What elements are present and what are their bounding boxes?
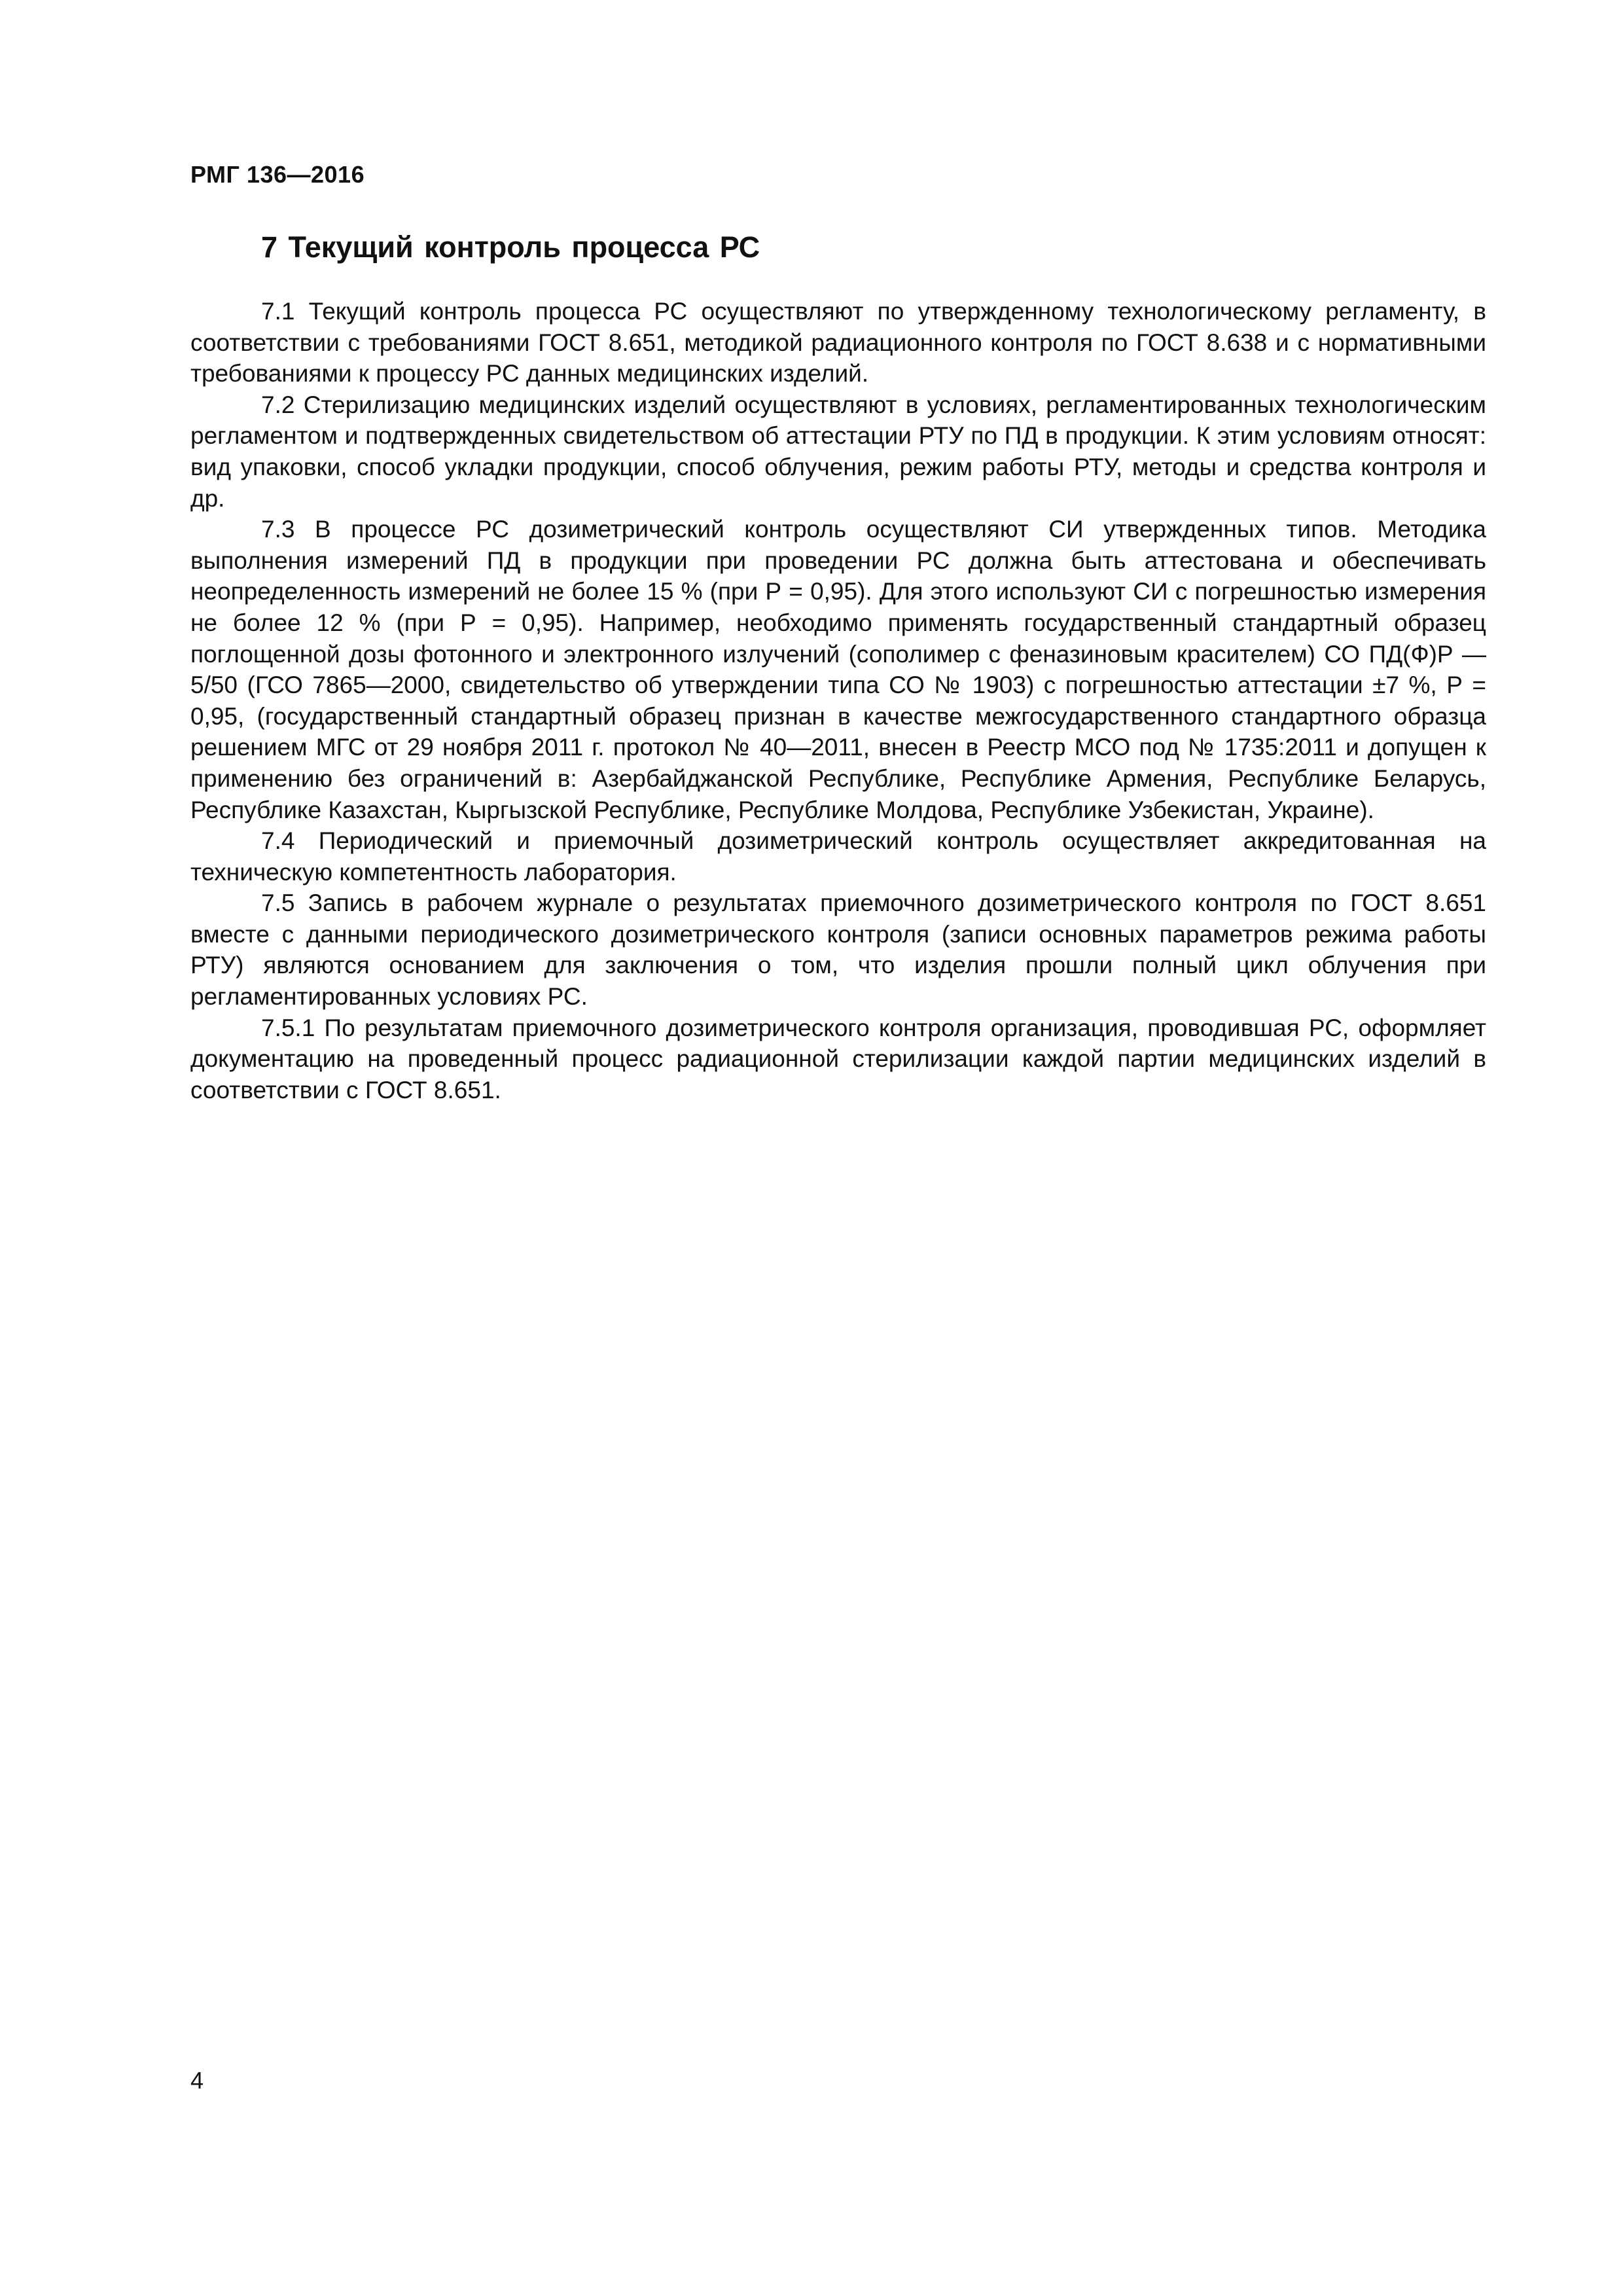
paragraph-7-4: 7.4 Периодический и приемочный дозиметрический контроль осуществляет аккредитованная на техническую компетентность лаборатория. <box>190 827 1486 886</box>
section-heading: 7 Текущий контроль процесса РС <box>261 230 760 264</box>
page-number: 4 <box>190 2067 204 2094</box>
document-code: РМГ 136—2016 <box>190 161 365 188</box>
paragraph-7-5: 7.5 Запись в рабочем журнале о результатах приемочного дозиметрического контроля по ГОСТ 8.651 вместе с данными периодического дозиметрического контроля (записи основных параметров режима работы РТУ) являются основанием для заключения о том, что изделия прошли полный цикл облучения при регламентированных условиях РС. <box>190 889 1486 1011</box>
paragraph-7-5-1: 7.5.1 По результатам приемочного дозиметрического контроля организация, проводившая РС, оформляет документацию на проведенный процесс радиационной стерилизации каждой партии медицинских изделий в соответствии с ГОСТ 8.651. <box>190 1014 1486 1103</box>
paragraph-7-1: 7.1 Текущий контроль процесса РС осуществляют по утвержденному технологическому регламенту, в соответствии с требованиями ГОСТ 8.651, методикой радиационного контроля по ГОСТ 8.638 и с нормативными требованиями к процессу РС данных медицинских изделий. <box>190 298 1486 387</box>
section-body <box>190 296 1486 1105</box>
paragraph-7-3: 7.3 В процессе РС дозиметрический контроль осуществляют СИ утвержденных типов. Методика выполнения измерений ПД в продукции при проведении РС должна быть аттестована и обеспечивать неопределенность измерений не более 15 % (при Р = 0,95). Для этого используют СИ с погрешностью измерения не более 12 % (при Р = 0,95). Например, необходимо применять государственный стандартный образец поглощенной дозы фотонного и электронного излучений (сополимер с феназиновым красителем) СО ПД(Ф)Р — 5/50 (ГСО 7865—2000, свидетельство об утверждении типа СО № 1903) с погрешностью аттестации ±7 %, Р = 0,95, (государственный стандартный образец признан в качестве межгосударственного стандартного образца решением МГС от 29 ноября 2011 г. протокол № 40—2011, внесен в Реестр МСО под № 1735:2011 и допущен к применению без ограничений в: Азербайджанской Республике, Республике Армения, Республике Беларусь, Республике Казахстан, Кыргызской Республике, Республике Молдова, Республике Узбекистан, Украине). <box>190 516 1486 823</box>
paragraph-7-2: 7.2 Стерилизацию медицинских изделий осуществляют в условиях, регламентированных технологическим регламентом и подтвержденных свидетельством об аттестации РТУ по ПД в продукции. К этим условиям относят: вид упаковки, способ укладки продукции, способ облучения, режим работы РТУ, методы и средства контроля и др. <box>190 391 1486 512</box>
